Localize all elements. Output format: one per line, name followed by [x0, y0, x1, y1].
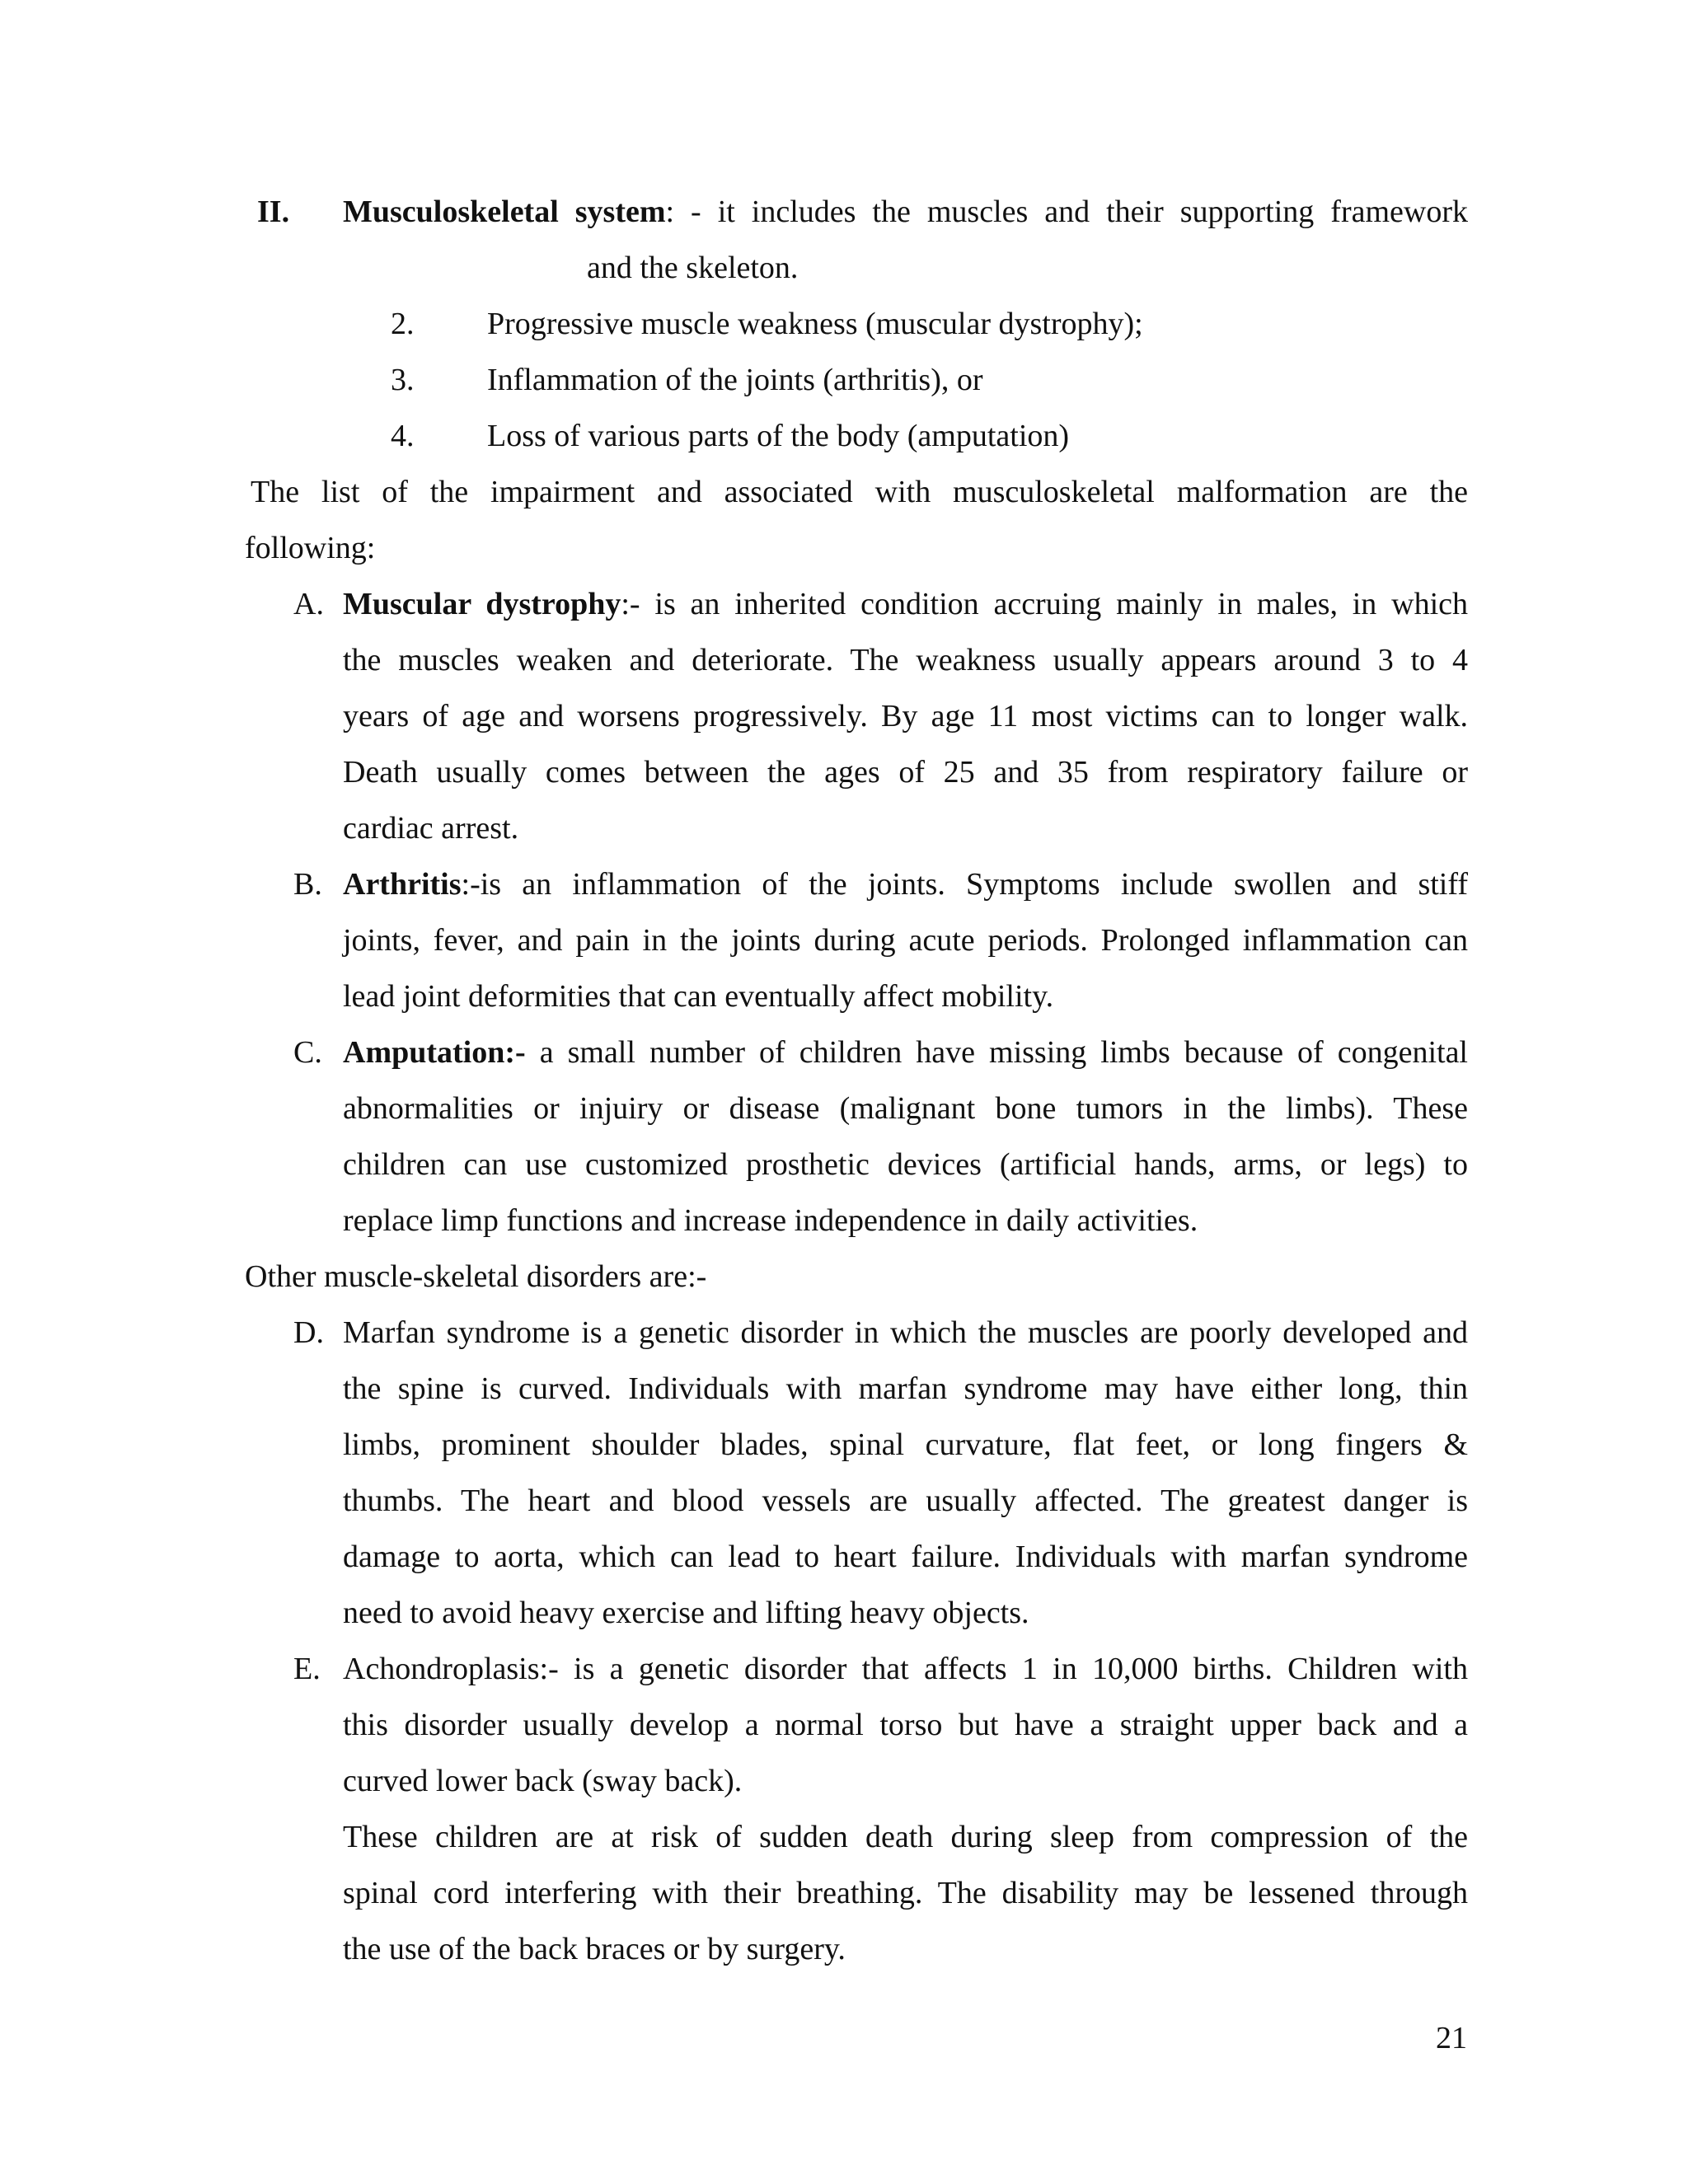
item-a-line1: Muscular dystrophy:- is an inherited condition accruing mainly in males, in which — [343, 587, 1468, 621]
item-d-letter: D. — [293, 1315, 324, 1350]
item-d-line6: need to avoid heavy exercise and lifting heavy objects. — [343, 1596, 1029, 1630]
item-b-line2: joints, fever, and pain in the joints during acute periods. Prolonged inflammation can — [343, 923, 1468, 958]
section-intro-line1: Musculoskeletal system: - it includes the muscles and their supporting framework — [343, 194, 1468, 229]
item-e-line6: the use of the back braces or by surgery. — [343, 1932, 846, 1966]
item-b-letter: B. — [293, 867, 322, 902]
item-c-line4: replace limp functions and increase independence in daily activities. — [343, 1203, 1198, 1238]
item-e-letter: E. — [293, 1652, 321, 1686]
list-intro-line2: following: — [245, 531, 376, 565]
item-d-line2: the spine is curved. Individuals with marfan syndrome may have either long, thin — [343, 1371, 1468, 1406]
item-d-line5: damage to aorta, which can lead to heart failure. Individuals with marfan syndrome — [343, 1540, 1468, 1574]
numbered-item-text: Progressive muscle weakness (muscular dystrophy); — [487, 307, 1143, 341]
item-b-line3: lead joint deformities that can eventually affect mobility. — [343, 979, 1054, 1014]
numbered-item-num: 4. — [391, 419, 415, 453]
page-number: 21 — [1436, 2021, 1467, 2055]
item-e-line5: spinal cord interfering with their breathing. The disability may be lessened through — [343, 1876, 1468, 1910]
section-intro-line2: and the skeleton. — [587, 251, 799, 285]
item-c-letter: C. — [293, 1035, 322, 1070]
item-d-line4: thumbs. The heart and blood vessels are usually affected. The greatest danger is — [343, 1483, 1468, 1518]
other-disorders-heading: Other muscle-skeletal disorders are:- — [245, 1259, 707, 1294]
item-e-line4: These children are at risk of sudden death during sleep from compression of the — [343, 1820, 1468, 1854]
list-intro-line1: The list of the impairment and associated with musculoskeletal malformation are the — [251, 475, 1468, 509]
section-title: Musculoskeletal system — [343, 194, 666, 229]
item-a-line3: years of age and worsens progressively. By age 11 most victims can to longer walk. — [343, 699, 1468, 733]
item-e-line3: curved lower back (sway back). — [343, 1764, 743, 1798]
item-c-line1: Amputation:- a small number of children have missing limbs because of congenital — [343, 1035, 1468, 1070]
item-a-term: Muscular dystrophy — [343, 587, 621, 621]
numbered-item-text: Inflammation of the joints (arthritis), or — [487, 363, 983, 397]
item-d-line3: limbs, prominent shoulder blades, spinal curvature, flat feet, or long fingers & — [343, 1427, 1468, 1462]
item-e-line2: this disorder usually develop a normal torso but have a straight upper back and a — [343, 1708, 1468, 1742]
item-a-letter: A. — [293, 587, 324, 621]
item-a-line5: cardiac arrest. — [343, 811, 519, 846]
item-c-line2: abnormalities or injuiry or disease (malignant bone tumors in the limbs). These — [343, 1091, 1468, 1126]
item-d-line1: Marfan syndrome is a genetic disorder in which the muscles are poorly developed and — [343, 1315, 1468, 1350]
item-b-line1: Arthritis:-is an inflammation of the joints. Symptoms include swollen and stiff — [343, 867, 1468, 902]
item-e-line1: Achondroplasis:- is a genetic disorder that affects 1 in 10,000 births. Children with — [343, 1652, 1468, 1686]
item-a-line4: Death usually comes between the ages of 25 and 35 from respiratory failure or — [343, 755, 1468, 790]
numbered-item-text: Loss of various parts of the body (amputation) — [487, 419, 1070, 453]
item-c-line3: children can use customized prosthetic devices (artificial hands, arms, or legs) to — [343, 1147, 1468, 1182]
item-a-line2: the muscles weaken and deteriorate. The weakness usually appears around 3 to 4 — [343, 643, 1468, 677]
numbered-item-num: 3. — [391, 363, 415, 397]
item-b-term: Arthritis — [343, 867, 462, 902]
item-c-term: Amputation:- — [343, 1035, 526, 1070]
numbered-item-num: 2. — [391, 307, 415, 341]
section-numeral: II. — [257, 194, 290, 229]
